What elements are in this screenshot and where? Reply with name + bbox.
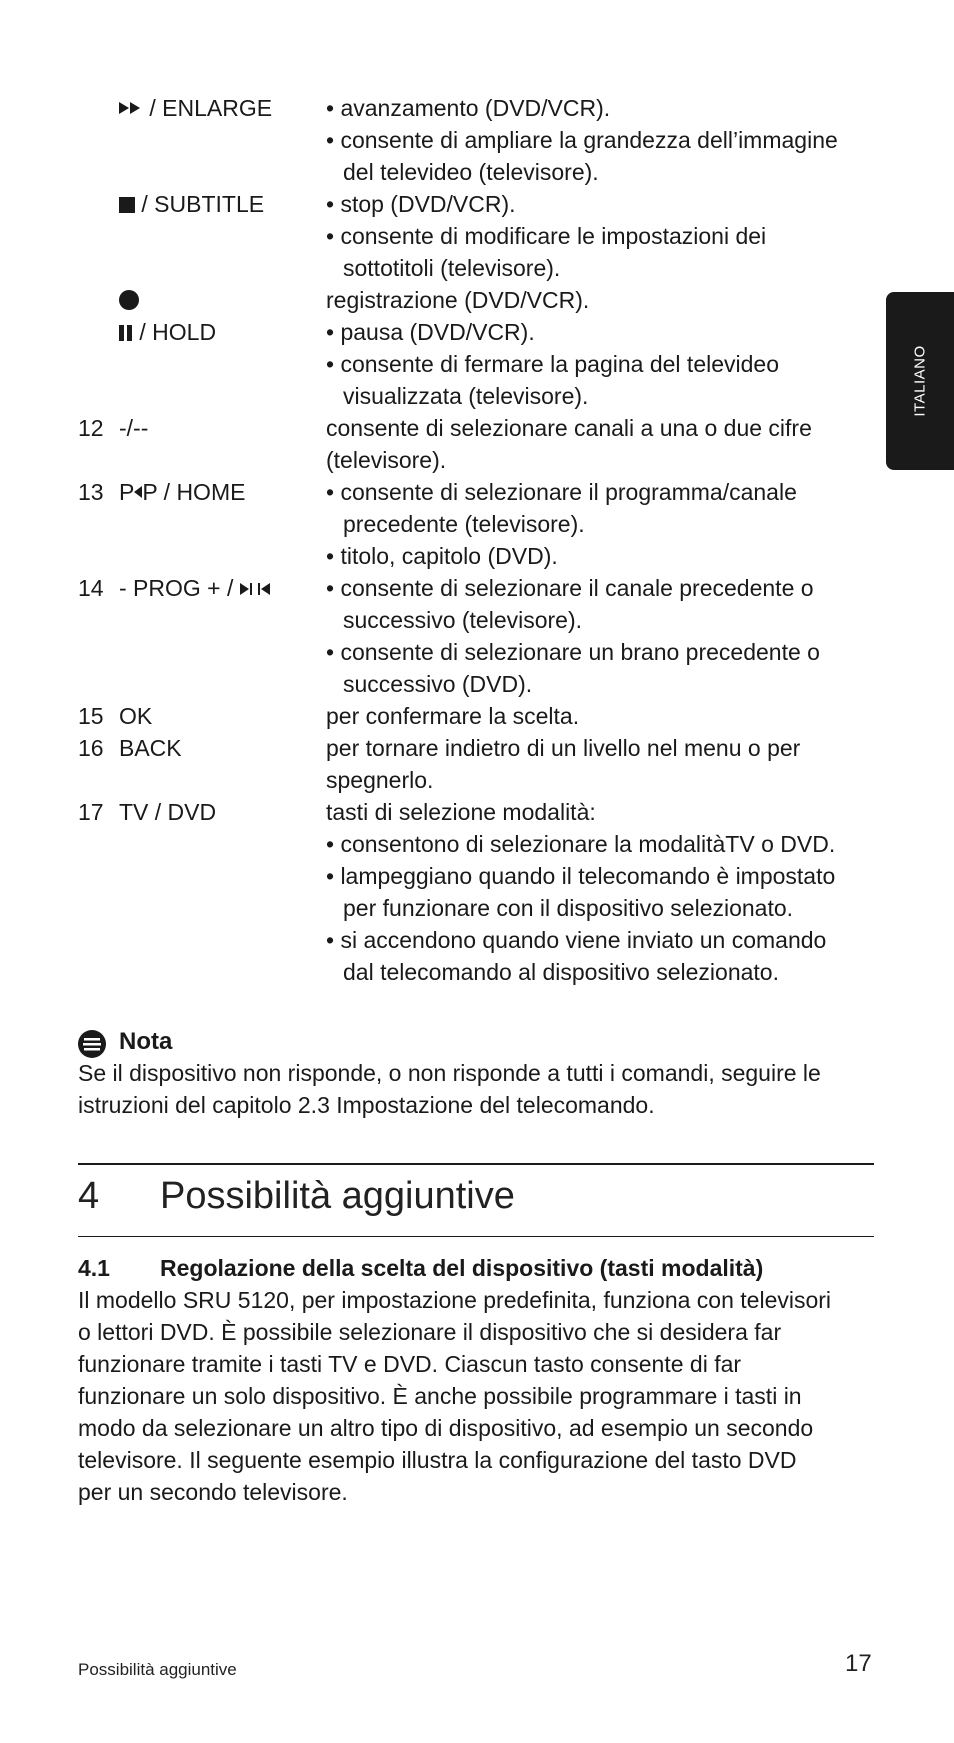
entry-13-desc-1: • consente di selezionare il programma/canale [326, 479, 797, 505]
enlarge-desc-3: del televideo (televisore). [343, 159, 599, 185]
entry-14-desc-3: • consente di selezionare un brano precedente o [326, 639, 820, 665]
entry-15-number: 15 [78, 703, 104, 729]
language-tab-label: ITALIANO [911, 345, 929, 417]
page-number: 17 [845, 1650, 872, 1677]
entry-17-desc-1: tasti di selezione modalità: [326, 799, 596, 825]
entry-17-key: TV / DVD [119, 799, 217, 825]
paragraph-line-3: funzionare tramite i tasti TV e DVD. Ciascun tasto consente di far [78, 1351, 742, 1377]
entry-15-key: OK [119, 703, 153, 729]
entry-16-key: BACK [119, 735, 182, 761]
entry-13-number: 13 [78, 479, 104, 505]
note-line-2: istruzioni del capitolo 2.3 Impostazione del telecomando. [78, 1092, 655, 1118]
entry-14-desc-2: successivo (televisore). [343, 607, 583, 633]
entry-14-desc-4: successivo (DVD). [343, 671, 533, 697]
subtitle-key: / SUBTITLE [119, 188, 264, 220]
entry-14-desc-1: • consente di selezionare il canale precedente o [326, 575, 814, 601]
hold-desc-2: • consente di fermare la pagina del televideo [326, 351, 780, 377]
chapter-number: 4 [78, 1175, 100, 1217]
entry-12-desc-1: consente di selezionare canali a una o due cifre [326, 415, 812, 441]
paragraph-line-2: o lettori DVD. È possibile selezionare il dispositivo che si desidera far [78, 1319, 782, 1345]
entry-13-desc-2: precedente (televisore). [343, 511, 585, 537]
entry-12-key: -/-- [119, 415, 149, 441]
chapter-title: Possibilità aggiuntive [160, 1175, 515, 1217]
record-key [119, 290, 139, 315]
chapter-rule-bottom [78, 1236, 874, 1237]
entry-15-desc-1: per confermare la scelta. [326, 703, 580, 729]
entry-17-desc-4: per funzionare con il dispositivo selezionato. [343, 895, 794, 921]
hold-desc-1: • pausa (DVD/VCR). [326, 319, 535, 345]
entry-17-desc-5: • si accendono quando viene inviato un comando [326, 927, 827, 953]
paragraph-line-6: televisore. Il seguente esempio illustra la configurazione del tasto DVD [78, 1447, 797, 1473]
subtitle-desc-1: • stop (DVD/VCR). [326, 191, 516, 217]
language-tab [886, 292, 954, 470]
hold-key: / HOLD [119, 316, 216, 348]
subtitle-desc-3: sottotitoli (televisore). [343, 255, 561, 281]
hold-desc-3: visualizzata (televisore). [343, 383, 589, 409]
next-prev-icon [240, 582, 272, 596]
entry-16-number: 16 [78, 735, 104, 761]
paragraph-line-7: per un secondo televisore. [78, 1479, 348, 1505]
pause-icon [119, 325, 133, 341]
fast-forward-icon [119, 100, 143, 116]
record-icon [119, 290, 139, 310]
section-number: 4.1 [78, 1255, 110, 1281]
entry-17-number: 17 [78, 799, 104, 825]
paragraph-line-5: modo da selezionare un altro tipo di dispositivo, ad esempio un secondo [78, 1415, 814, 1441]
entry-16-desc-2: spegnerlo. [326, 767, 434, 793]
entry-17-desc-3: • lampeggiano quando il telecomando è impostato [326, 863, 836, 889]
paragraph-line-4: funzionare un solo dispositivo. È anche possibile programmare i tasti in [78, 1383, 802, 1409]
entry-13-key: P P / HOME [119, 479, 246, 505]
entry-16-desc-1: per tornare indietro di un livello nel menu o per [326, 735, 801, 761]
entry-13-desc-3: • titolo, capitolo (DVD). [326, 543, 558, 569]
enlarge-desc-2: • consente di ampliare la grandezza dell’immagine [326, 127, 838, 153]
entry-17-desc-6: dal telecomando al dispositivo selezionato. [343, 959, 779, 985]
note-line-1: Se il dispositivo non risponde, o non risponde a tutti i comandi, seguire le [78, 1060, 821, 1086]
paragraph-line-1: Il modello SRU 5120, per impostazione predefinita, funziona con televisori [78, 1287, 832, 1313]
stop-icon [119, 197, 135, 213]
section-title: Regolazione della scelta del dispositivo (tasti modalità) [160, 1255, 764, 1281]
note-title: Nota [119, 1028, 173, 1055]
enlarge-desc-1: • avanzamento (DVD/VCR). [326, 95, 611, 121]
entry-17-desc-2: • consentono di selezionare la modalitàTV o DVD. [326, 831, 836, 857]
subtitle-desc-2: • consente di modificare le impostazioni dei [326, 223, 767, 249]
entry-14-key: - PROG + / [119, 572, 272, 604]
entry-12-desc-2: (televisore). [326, 447, 447, 473]
footer-section-name: Possibilità aggiuntive [78, 1660, 237, 1679]
chapter-rule-top [78, 1163, 874, 1165]
record-desc-1: registrazione (DVD/VCR). [326, 287, 590, 313]
note-icon [78, 1030, 106, 1058]
entry-14-number: 14 [78, 575, 104, 601]
entry-12-number: 12 [78, 415, 104, 441]
enlarge-key: / ENLARGE [119, 92, 272, 124]
